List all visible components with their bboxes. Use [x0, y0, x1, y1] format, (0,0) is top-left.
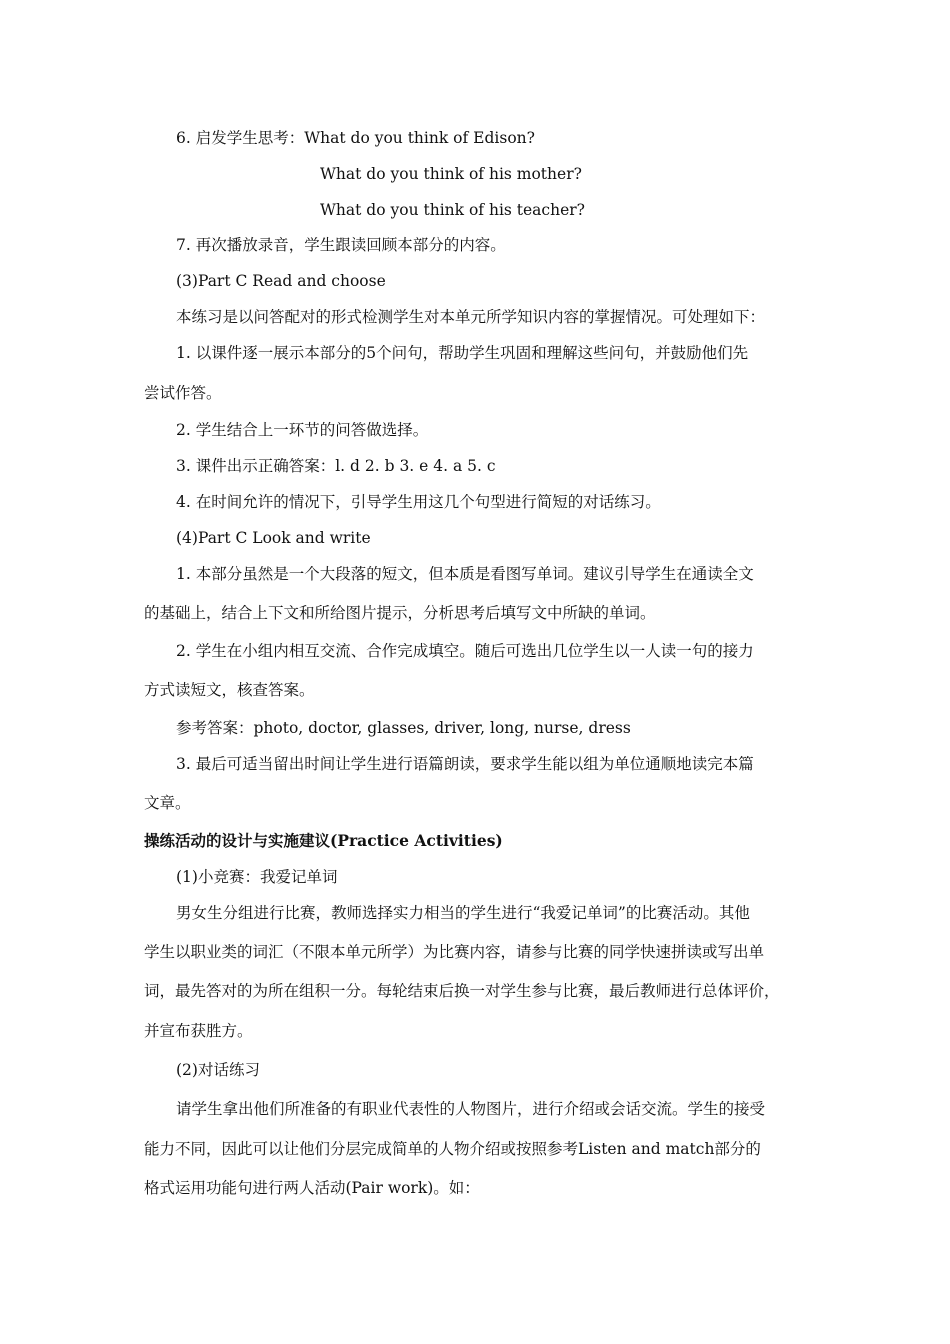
section-subheading: (3)Part C Read and choose: [176, 272, 386, 290]
paragraph-line: 词，最先答对的为所在组积一分。每轮结束后换一对学生参与比赛，最后教师进行总体评价，: [144, 982, 780, 1000]
paragraph-line: 方式读短文，核查答案。: [144, 681, 315, 699]
paragraph-line: 请学生拿出他们所准备的有职业代表性的人物图片，进行介绍或会话交流。学生的接受: [176, 1100, 766, 1118]
paragraph-line: What do you think of his teacher?: [320, 201, 585, 219]
paragraph-line: 4. 在时间允许的情况下，引导学生用这几个句型进行简短的对话练习。: [176, 493, 661, 511]
paragraph-line: 7. 再次播放录音，学生跟读回顾本部分的内容。: [176, 236, 506, 254]
paragraph-line: 3. 课件出示正确答案：l. d 2. b 3. e 4. a 5. c: [176, 457, 496, 475]
paragraph-line: 6. 启发学生思考：What do you think of Edison?: [176, 129, 535, 147]
section-subheading: (4)Part C Look and write: [176, 529, 371, 547]
section-heading: 操练活动的设计与实施建议(Practice Activities): [144, 831, 503, 850]
paragraph-line: 并宣布获胜方。: [144, 1022, 253, 1040]
paragraph-line: 2. 学生结合上一环节的问答做选择。: [176, 421, 429, 439]
paragraph-line: 1. 本部分虽然是一个大段落的短文，但本质是看图写单词。建议引导学生在通读全文: [176, 565, 754, 583]
paragraph-line: 3. 最后可适当留出时间让学生进行语篇朗读，要求学生能以组为单位通顺地读完本篇: [176, 755, 754, 773]
paragraph-line: 的基础上，结合上下文和所给图片提示，分析思考后填写文中所缺的单词。: [144, 604, 656, 622]
paragraph-line: 文章。: [144, 794, 191, 812]
section-subheading: (2)对话练习: [176, 1061, 260, 1079]
paragraph-line: 男女生分组进行比赛，教师选择实力相当的学生进行“我爱记单词”的比赛活动。其他: [176, 904, 750, 922]
paragraph-line: 本练习是以问答配对的形式检测学生对本单元所学知识内容的掌握情况。可处理如下：: [176, 308, 766, 326]
paragraph-line: 能力不同，因此可以让他们分层完成简单的人物介绍或按照参考Listen and match部分的: [144, 1140, 761, 1158]
paragraph-line: 参考答案：photo, doctor, glasses, driver, long, nurse, dress: [176, 719, 631, 737]
paragraph-line: 1. 以课件逐一展示本部分的5个问句，帮助学生巩固和理解这些问句，并鼓励他们先: [176, 344, 749, 362]
paragraph-line: 尝试作答。: [144, 384, 222, 402]
paragraph-line: 2. 学生在小组内相互交流、合作完成填空。随后可选出几位学生以一人读一句的接力: [176, 642, 754, 660]
paragraph-line: 格式运用功能句进行两人活动(Pair work)。如：: [144, 1179, 480, 1197]
paragraph-line: What do you think of his mother?: [320, 165, 582, 183]
paragraph-line: 学生以职业类的词汇（不限本单元所学）为比赛内容，请参与比赛的同学快速拼读或写出单: [144, 943, 765, 961]
section-subheading: (1)小竞赛：我爱记单词: [176, 868, 338, 886]
